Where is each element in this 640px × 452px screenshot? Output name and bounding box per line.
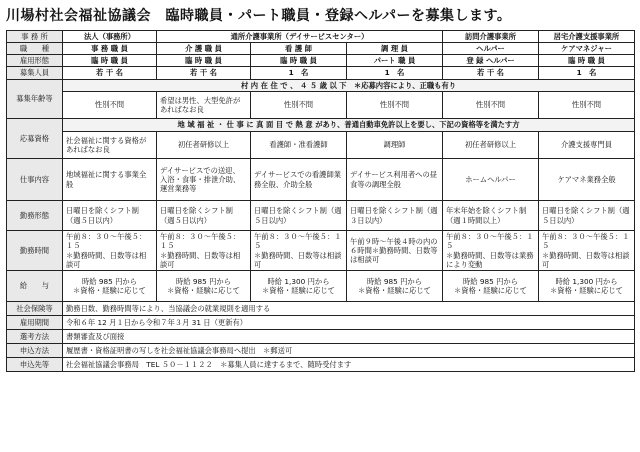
- hours-cell: 午前９時～午後４時の内の６時間＊勤務時間、日数等は相談可: [347, 231, 443, 271]
- row-label-age: 募集年齢等: [7, 80, 63, 119]
- salary-note: ＊資格・経験に応じて: [73, 286, 146, 295]
- qualification-cell: 調理師: [347, 132, 443, 159]
- job-type-cell: 事 務 職 員: [63, 43, 157, 55]
- hours-row: [7, 231, 635, 271]
- headcount-cell: 若 干 名: [157, 67, 251, 80]
- duties-cell: 地域福祉に関する事業全般: [63, 159, 157, 201]
- qualification-band-row: [7, 119, 635, 132]
- duties-cell: ケアマネ業務全般: [539, 159, 635, 201]
- hours-cell: 午前８：３０～午後５：１５ ＊勤務時間、日数等は相談可: [63, 231, 157, 271]
- employment-type-cell: 臨 時 職 員: [539, 55, 635, 67]
- row-label-selection-method: 選考方法: [7, 330, 63, 344]
- office-cell: 訪問介護事業所: [443, 31, 539, 43]
- employment-period-row: [7, 316, 635, 330]
- work-pattern-row: [7, 201, 635, 231]
- row-label-social-insurance: 社会保険等: [7, 302, 63, 316]
- work-pattern-cell: 日曜日を除くシフト制（週５日以内）: [63, 201, 157, 231]
- application-contact-row: [7, 358, 635, 372]
- office-cell: 通所介護事業所（デイサービスセンター）: [157, 31, 443, 43]
- employment-type-cell: 臨 時 職 員: [63, 55, 157, 67]
- recruitment-table: [6, 30, 635, 372]
- duties-cell: デイサービス利用者への昼食等の調理全般: [347, 159, 443, 201]
- job-type-cell: 看 護 師: [251, 43, 347, 55]
- salary-row: [7, 271, 635, 302]
- row-label-qualification: 応募資格: [7, 119, 63, 159]
- salary-note: ＊資格・経験に応じて: [454, 286, 527, 295]
- job-type-row: [7, 43, 635, 55]
- work-pattern-cell: 日曜日を除くシフト制（週５日以内）: [157, 201, 251, 231]
- headcount-cell: 若 干 名: [443, 67, 539, 80]
- selection-method-row: [7, 330, 635, 344]
- duties-cell: ホームヘルパー: [443, 159, 539, 201]
- salary-note: ＊資格・経験に応じて: [550, 286, 623, 295]
- qualification-cell: 看護師・准看護師: [251, 132, 347, 159]
- row-label-office: 事 務 所: [7, 31, 63, 43]
- hours-cell: 午前８：３０～午後５：１５ ＊勤務時間、日数等は相談可: [539, 231, 635, 271]
- row-label-salary: 給 与: [7, 271, 63, 302]
- qualification-cell: 初任者研修以上: [157, 132, 251, 159]
- employment-type-cell: パート 職 員: [347, 55, 443, 67]
- application-method-row: [7, 344, 635, 358]
- row-label-hours: 勤務時間: [7, 231, 63, 271]
- work-pattern-cell: 年末年始を除くシフト制（週１時間以上）: [443, 201, 539, 231]
- employment-type-row: [7, 55, 635, 67]
- age-cell: 性別不問: [443, 92, 539, 119]
- salary-note: ＊資格・経験に応じて: [167, 286, 240, 295]
- age-cell: 性別不問: [251, 92, 347, 119]
- application-method-value: 履歴書・資格証明書の写しを社会福祉協議会事務局へ提出 ＊郵送可: [63, 344, 635, 358]
- office-cell: 法人（事務所）: [63, 31, 157, 43]
- age-band-row: [7, 80, 635, 92]
- duties-cell: デイサービスでの看護師業務全般、介助全般: [251, 159, 347, 201]
- headcount-cell: 1 名: [539, 67, 635, 80]
- job-type-cell: 調 理 員: [347, 43, 443, 55]
- row-label-duties: 仕事内容: [7, 159, 63, 201]
- salary-amount: 時給 985 円から: [81, 276, 138, 286]
- qualification-requirement: 地 域 福 祉 ・ 仕 事 に 真 面 目 で 熱 意 があり、普通自動車免許以上を要し、下記の資格等を満たす方: [63, 119, 635, 132]
- duties-row: [7, 159, 635, 201]
- age-cell: 性別不問: [539, 92, 635, 119]
- age-cell: 性別不問: [347, 92, 443, 119]
- work-pattern-cell: 日曜日を除くシフト制（週５日以内）: [539, 201, 635, 231]
- row-label-application-contact: 申込先等: [7, 358, 63, 372]
- headcount-row: [7, 67, 635, 80]
- duties-cell: デイサービスでの送迎、入浴・食事・排泄介助、運営業務等: [157, 159, 251, 201]
- age-requirement: 村 内 在 住 で 、 ４ ５ 歳 以 下 ＊応募内容により、正職も有り: [63, 80, 635, 92]
- salary-amount: 時給 1,300 円から: [555, 276, 618, 286]
- work-pattern-cell: 日曜日を除くシフト制（週３日以内）: [347, 201, 443, 231]
- row-label-headcount: 募集人員: [7, 67, 63, 80]
- salary-amount: 時給 985 円から: [175, 276, 232, 286]
- row-label-employment-period: 雇用期間: [7, 316, 63, 330]
- office-cell: 居宅介護支援事業所: [539, 31, 635, 43]
- salary-amount: 時給 985 円から: [366, 276, 423, 286]
- row-label-employment-type: 雇用形態: [7, 55, 63, 67]
- office-row: [7, 31, 635, 43]
- qualification-cell: 社会福祉に関する資格があればなお良: [63, 132, 157, 159]
- employment-type-cell: 臨 時 職 員: [157, 55, 251, 67]
- application-contact-value: 社会福祉協議会事務局 TEL ５０－１１２２ ＊募集人員に達するまで、随時受付ます: [63, 358, 635, 372]
- salary-note: ＊資格・経験に応じて: [262, 286, 335, 295]
- selection-method-value: 書類審査及び面接: [63, 330, 635, 344]
- job-type-cell: 介 護 職 員: [157, 43, 251, 55]
- page-title: 川場村社会福祉協議会 臨時職員・パート職員・登録ヘルパーを募集します。: [6, 8, 512, 24]
- row-label-work-pattern: 勤務形態: [7, 201, 63, 231]
- work-pattern-cell: 日曜日を除くシフト制（週５日以内）: [251, 201, 347, 231]
- hours-cell: 午前８：３０～午後５：１５ ＊勤務時間、日数等は相談可: [251, 231, 347, 271]
- hours-cell: 午前８：３０～午後５：１５ ＊勤務時間、日数等は業務により変動: [443, 231, 539, 271]
- hours-cell: 午前８：３０～午後５：１５ ＊勤務時間、日数等は相談可: [157, 231, 251, 271]
- age-cell: 性別不問: [63, 92, 157, 119]
- headcount-cell: 若 干 名: [63, 67, 157, 80]
- employment-type-cell: 登 録 ヘルパー: [443, 55, 539, 67]
- headcount-cell: 1 名: [347, 67, 443, 80]
- salary-amount: 時給 985 円から: [462, 276, 519, 286]
- row-label-application-method: 申込方法: [7, 344, 63, 358]
- job-type-cell: ケアマネジャー: [539, 43, 635, 55]
- social-insurance-value: 勤務日数、勤務時間等により、当協議会の就業規則を適用する: [63, 302, 635, 316]
- qualification-detail-row: [7, 132, 635, 159]
- salary-note: ＊資格・経験に応じて: [358, 286, 431, 295]
- headcount-cell: 1 名: [251, 67, 347, 80]
- qualification-cell: 介護支援専門員: [539, 132, 635, 159]
- row-label-job-type: 職 種: [7, 43, 63, 55]
- qualification-cell: 初任者研修以上: [443, 132, 539, 159]
- social-insurance-row: [7, 302, 635, 316]
- employment-period-value: 令和６年 12 月１日から令和７年３月 31 日（更新有）: [63, 316, 635, 330]
- salary-amount: 時給 1,300 円から: [267, 276, 330, 286]
- age-cell: 希望は男性、大型免許があればなお良: [157, 92, 251, 119]
- job-type-cell: ヘルパー: [443, 43, 539, 55]
- employment-type-cell: 臨 時 職 員: [251, 55, 347, 67]
- age-detail-row: [7, 92, 635, 119]
